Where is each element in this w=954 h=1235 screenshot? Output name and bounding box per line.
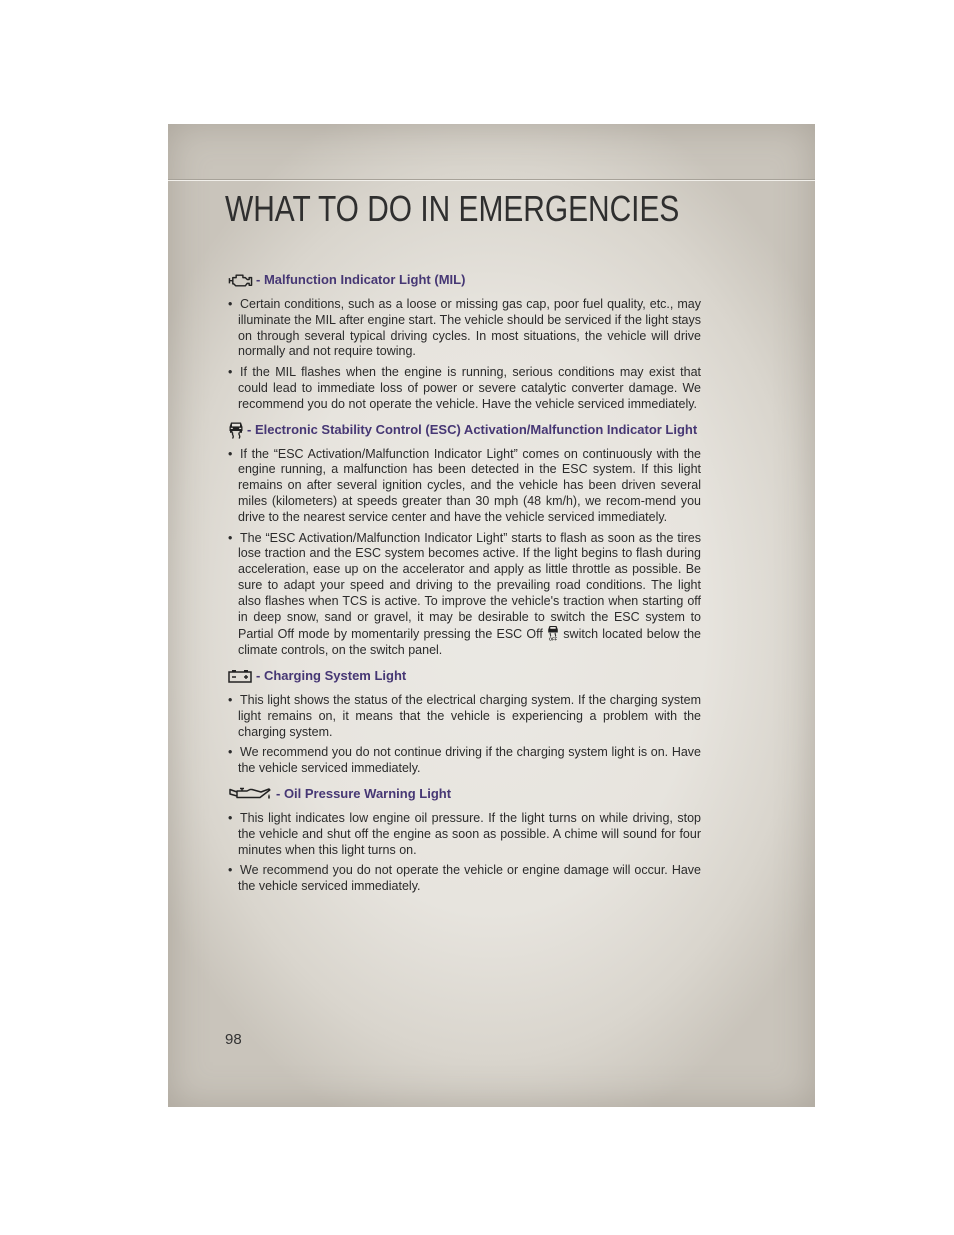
bullet-text: The “ESC Activation/Malfunction Indicator Light” starts to flash as soon as the tires lose traction and the ESC system becomes active. If the light begins to flash during acceleration, ease up on the accelerator and apply as little throttle as possible. Be sure to adapt your speed and driving to the prevailing road conditions. The light also flashes when TCS is active. To improve the vehicle's traction when starting off in deep snow, sand or gravel, it may be desirable to switch the ESC system to Partial Off mode by momentarily pressing the ESC Off [238, 530, 701, 642]
section-esc [225, 421, 701, 659]
list-item [225, 811, 701, 858]
page-number: 98 [225, 1031, 242, 1048]
check-engine-icon [228, 273, 253, 288]
list-item [225, 365, 701, 412]
bullet-text: If the “ESC Activation/Malfunction Indicator Light” comes on continuously with the engine running, a malfunction has been detected in the ESC system. If this light remains on after several ignition cycles, and the vehicle has been driven several miles (kilometers) at speeds greater than 30 mph (48 km/h), we recom-mend you drive to the nearest service center and have the vehicle serviced immediately. [238, 446, 701, 524]
section-heading-mil [225, 271, 701, 289]
page-title: WHAT TO DO IN EMERGENCIES [225, 188, 680, 229]
section-charging [225, 667, 701, 777]
page-content [225, 271, 701, 900]
list-item [225, 297, 701, 360]
bullet-text: Certain conditions, such as a loose or missing gas cap, poor fuel quality, etc., may illuminate the MIL after engine start. The vehicle should be serviced if the light stays on through several typical driving cycles. In most situations, the vehicle will drive normally and not require towing. [238, 297, 701, 359]
bullet-text: We recommend you do not continue driving if the charging system light is on. Have the vehicle serviced immediately. [238, 745, 701, 776]
section-heading-oil-pressure [225, 785, 701, 803]
section-heading-text: - Malfunction Indicator Light (MIL) [256, 272, 466, 287]
bullet-list [225, 447, 701, 659]
section-heading-text: - Electronic Stability Control (ESC) Activation/Malfunction Indicator Light [247, 421, 698, 437]
section-mil [225, 271, 701, 413]
section-heading-esc [225, 421, 701, 439]
esc-off-icon [547, 625, 559, 641]
bullet-list [225, 297, 701, 413]
section-heading-text: - Oil Pressure Warning Light [276, 785, 452, 801]
header-rule-highlight [168, 180, 815, 181]
section-heading-text: - Charging System Light [256, 667, 407, 683]
bullet-text: We recommend you do not operate the vehicle or engine damage will occur. Have the vehicle serviced immediately. [238, 863, 701, 894]
list-item [225, 693, 701, 740]
section-heading-charging [225, 667, 701, 685]
list-item [225, 863, 701, 895]
list-item [225, 531, 701, 659]
bullet-text: switch located below the climate controls, on the switch panel. [238, 627, 701, 658]
bullet-text: This light shows the status of the electrical charging system. If the charging system light remains on, it means that the vehicle is experiencing a problem with the charging system. [238, 692, 701, 739]
list-item [225, 745, 701, 777]
oil-can-icon [228, 786, 272, 801]
battery-icon [228, 669, 252, 683]
esc-off-icon-label: OFF [548, 636, 558, 642]
bullet-list [225, 811, 701, 895]
list-item [225, 447, 701, 526]
section-oil-pressure [225, 785, 701, 895]
bullet-text: This light indicates low engine oil pressure. If the light turns on while driving, stop the vehicle and shut off the engine as soon as possible. A chime will sound for four minutes when this light turns on. [238, 810, 701, 857]
bullet-list [225, 693, 701, 777]
esc-indicator-icon [228, 421, 244, 439]
bullet-text: If the MIL flashes when the engine is running, serious conditions may exist that could lead to immediate loss of power or severe catalytic converter damage. We recommend you do not operate the vehicle. Have the vehicle serviced immediately. [238, 365, 701, 411]
